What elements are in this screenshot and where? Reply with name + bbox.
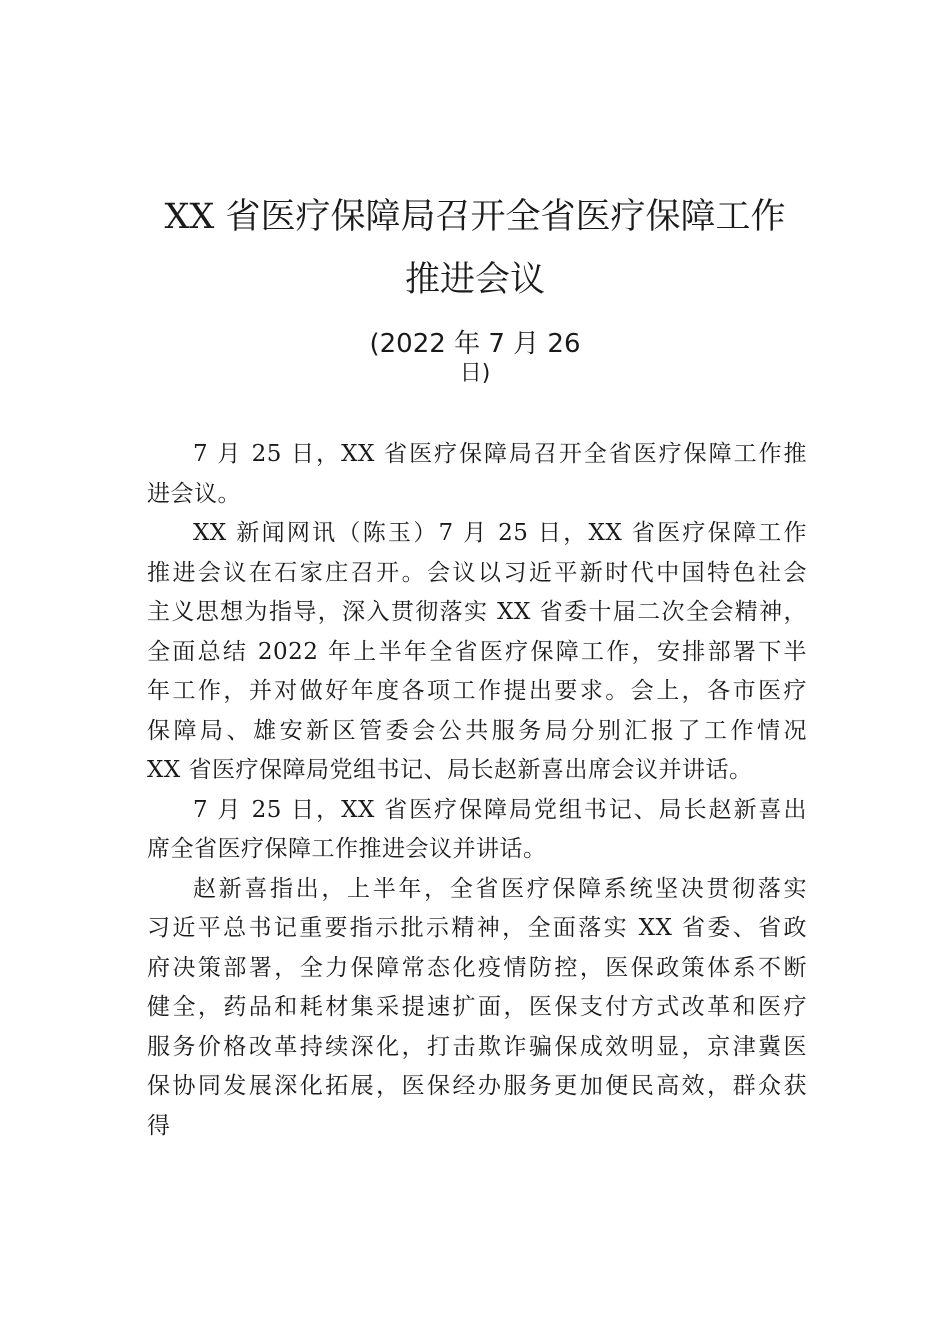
body-line: XX 省医疗保障局党组书记、局长赵新喜出席会议并讲话。	[147, 757, 753, 783]
body-line: 服务价格改革持续深化，打击欺诈骗保成效明显，京津冀医	[147, 1033, 807, 1060]
body-line: 赵新喜指出，上半年，全省医疗保障系统坚决贯彻落实	[193, 875, 807, 902]
body-line: 年工作，并对做好年度各项工作提出要求。会上，各市医疗	[147, 678, 807, 704]
document-body	[147, 435, 807, 1146]
body-line: 保协同发展深化拓展，医保经办服务更加便民高效，群众获	[147, 1073, 807, 1099]
body-line: XX 新闻网讯（陈玉）7 月 25 日，XX 省医疗保障工作	[193, 520, 807, 546]
body-line: 进会议。	[147, 480, 241, 507]
body-line: 得	[147, 1112, 171, 1139]
body-line: 习近平总书记重要指示批示精神，全面落实 XX 省委、省政	[147, 915, 807, 941]
body-line: 府决策部署，全力保障常态化疫情防控，医保政策体系不断	[147, 954, 807, 981]
body-line: 健全，药品和耗材集采提速扩面，医保支付方式改革和医疗	[147, 994, 807, 1020]
document-date-line-2: 日)	[459, 361, 491, 386]
body-line: 席全省医疗保障工作推进会议并讲话。	[147, 836, 547, 862]
body-line: 保障局、雄安新区管委会公共服务局分别汇报了工作情况	[147, 717, 807, 744]
body-line: 7 月 25 日，XX 省医疗保障局召开全省医疗保障工作推	[193, 441, 807, 467]
document-title-line-1: XX 省医疗保障局召开全省医疗保障工作	[164, 197, 786, 237]
document-title-line-2: 推进会议	[404, 260, 545, 300]
body-line: 主义思想为指导，深入贯彻落实 XX 省委十届二次全会精神，	[147, 599, 807, 625]
body-line: 7 月 25 日，XX 省医疗保障局党组书记、局长赵新喜出	[193, 796, 807, 823]
body-line: 全面总结 2022 年上半年全省医疗保障工作，安排部署下半	[147, 638, 807, 665]
document-date-line-1: (2022 年 7 月 26	[369, 329, 581, 359]
body-line: 推进会议在石家庄召开。会议以习近平新时代中国特色社会	[147, 559, 807, 586]
